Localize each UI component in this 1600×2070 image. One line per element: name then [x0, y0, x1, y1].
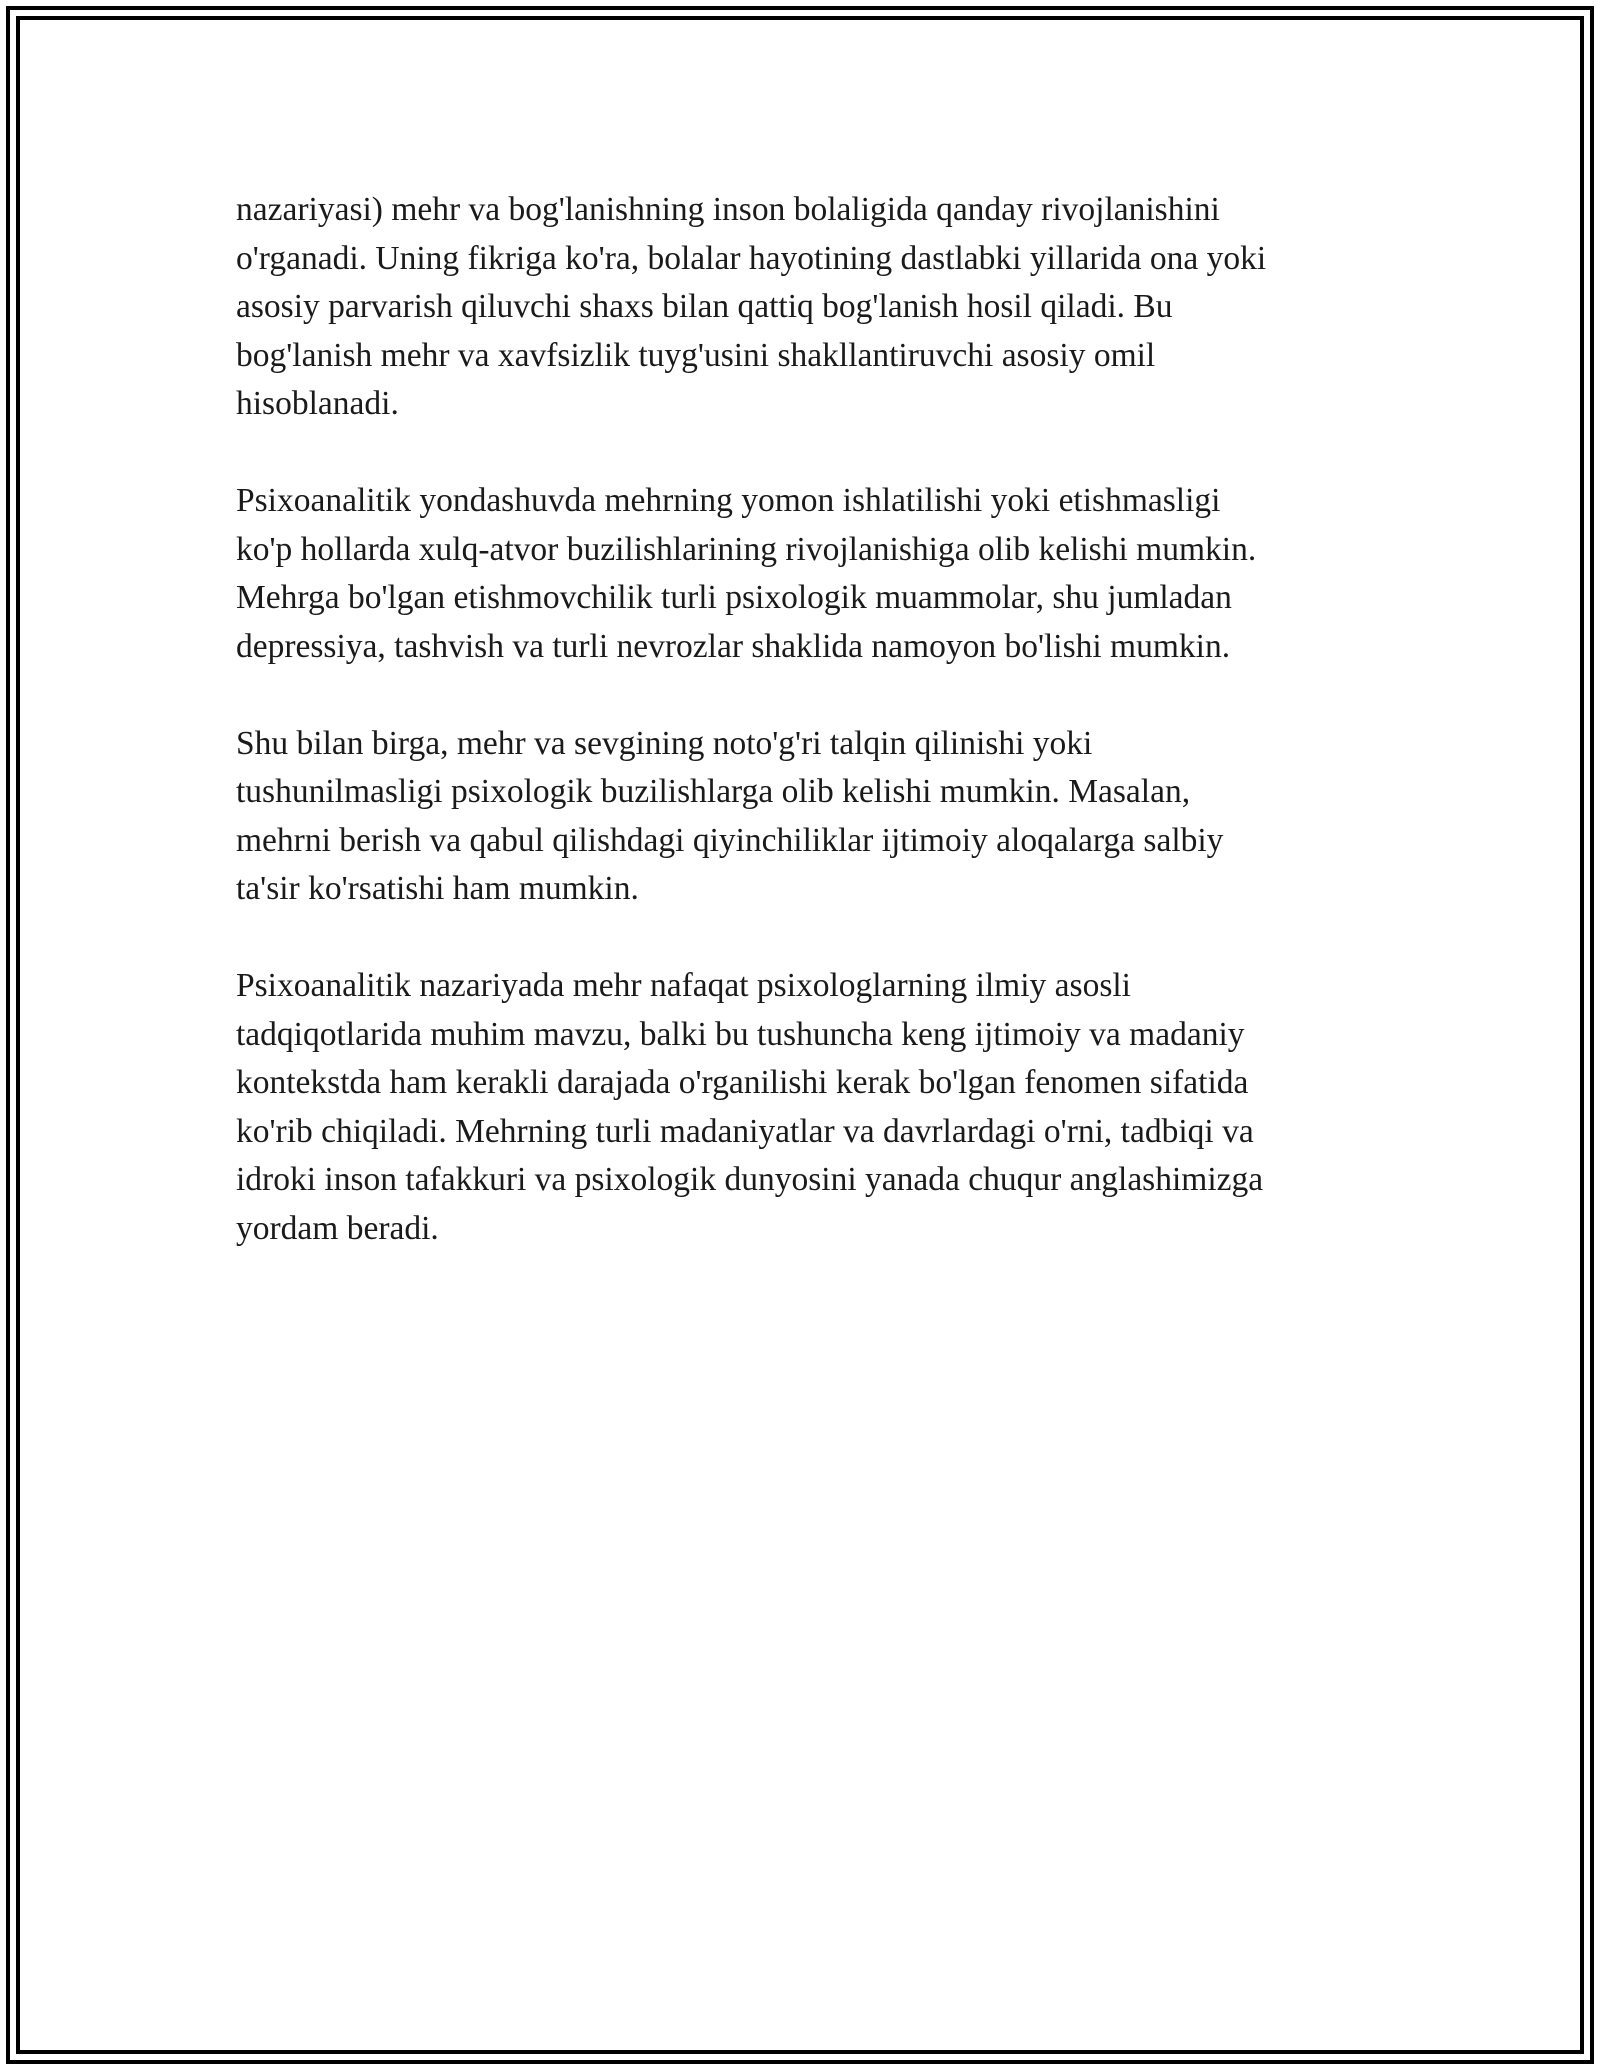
paragraph-1 [236, 186, 1376, 429]
paragraph-3 [236, 720, 1376, 914]
text-line: o'rganadi. Uning fikriga ko'ra, bolalar hayotining dastlabki yillarida ona yoki [236, 239, 1267, 277]
text-line: ko'p hollarda xulq-atvor buzilishlarining rivojlanishiga olib kelishi mumkin. [236, 530, 1257, 568]
text-line: Mehrga bo'lgan etishmovchilik turli psixologik muammolar, shu jumladan [236, 579, 1232, 616]
text-line: mehrni berish va qabul qilishdagi qiyinchiliklar ijtimoiy aloqalarga salbiy [236, 821, 1224, 859]
text-line: tadqiqotlarida muhim mavzu, balki bu tushuncha keng ijtimoiy va madaniy [236, 1015, 1245, 1053]
paragraph-4 [236, 962, 1376, 1253]
text-line: depressiya, tashvish va turli nevrozlar shaklida namoyon bo'lishi mumkin. [236, 627, 1231, 665]
text-line: ta'sir ko'rsatishi ham mumkin. [236, 870, 639, 907]
paragraph-2 [236, 477, 1376, 671]
text-line: Shu bilan birga, mehr va sevgining noto'g'ri talqin qilinishi yoki [236, 724, 1093, 762]
text-line: asosiy parvarish qiluvchi shaxs bilan qattiq bog'lanish hosil qiladi. Bu [236, 288, 1173, 325]
document-body [236, 186, 1376, 1302]
text-line: ko'rib chiqiladi. Mehrning turli madaniyatlar va davrlardagi o'rni, tadbiqi va [236, 1112, 1254, 1150]
text-line: Psixoanalitik nazariyada mehr nafaqat psixologlarning ilmiy asosli [236, 967, 1131, 1004]
text-line: tushunilmasligi psixologik buzilishlarga olib kelishi mumkin. Masalan, [236, 773, 1191, 810]
text-line: hisoblanadi. [236, 385, 399, 422]
text-line: idroki inson tafakkuri va psixologik dunyosini yanada chuqur anglashimizga [236, 1161, 1264, 1198]
text-line: kontekstda ham kerakli darajada o'rganilishi kerak bo'lgan fenomen sifatida [236, 1064, 1249, 1101]
text-line: bog'lanish mehr va xavfsizlik tuyg'usini shakllantiruvchi asosiy omil [236, 336, 1156, 374]
text-line: Psixoanalitik yondashuvda mehrning yomon ishlatilishi yoki etishmasligi [236, 482, 1221, 519]
text-line: nazariyasi) mehr va bog'lanishning inson bolaligida qanday rivojlanishini [236, 191, 1220, 228]
text-line: yordam beradi. [236, 1209, 439, 1247]
